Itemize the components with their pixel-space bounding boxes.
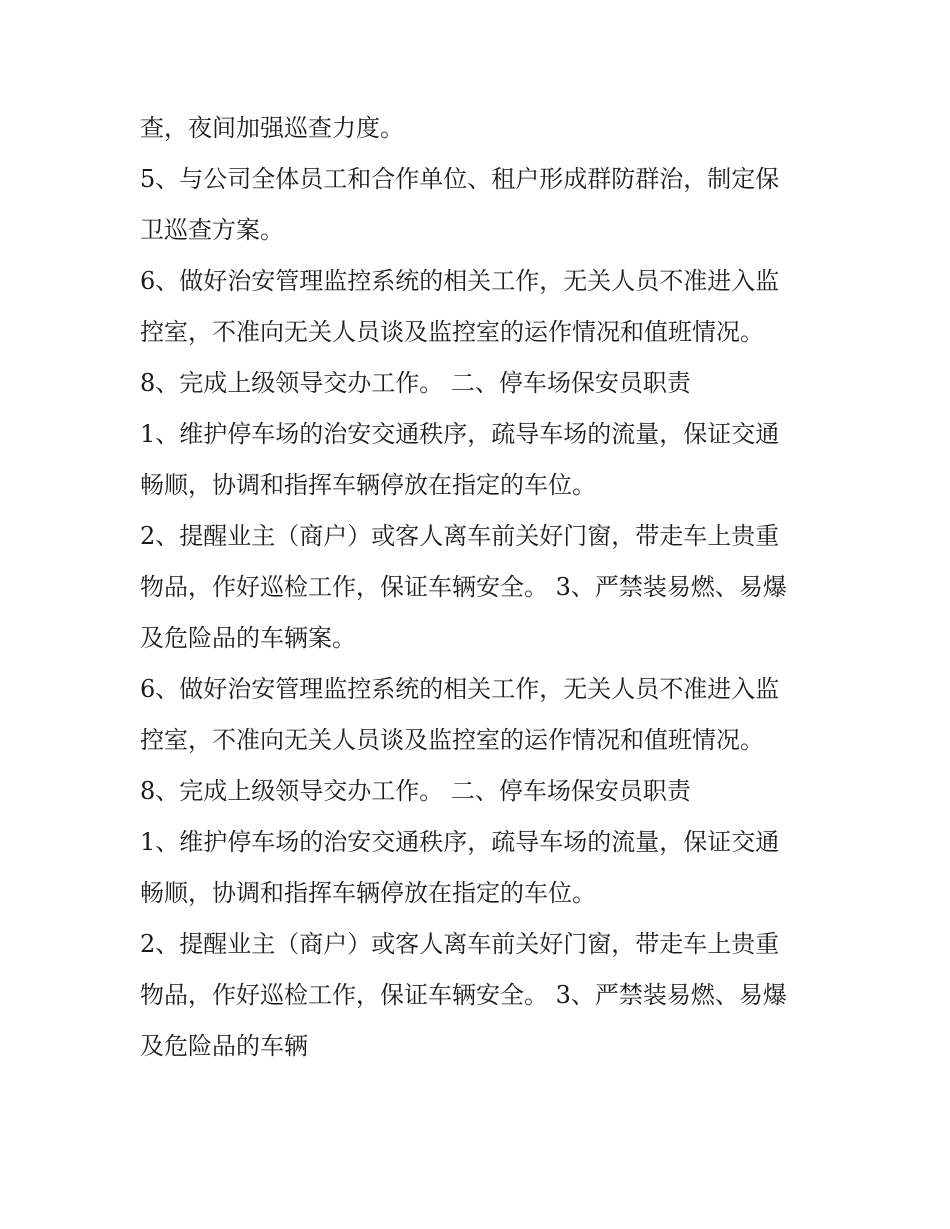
text-line: 及危险品的车辆案。 bbox=[140, 624, 356, 652]
text-line: 及危险品的车辆 bbox=[140, 1032, 308, 1060]
text-line: 控室，不准向无关人员谈及监控室的运作情况和值班情况。 bbox=[140, 726, 764, 754]
text-line: 控室，不准向无关人员谈及监控室的运作情况和值班情况。 bbox=[140, 318, 764, 346]
text-line: 1、维护停车场的治安交通秩序，疏导车场的流量，保证交通 bbox=[140, 828, 780, 856]
text-line: 卫巡查方案。 bbox=[140, 216, 284, 244]
text-line: 1、维护停车场的治安交通秩序，疏导车场的流量，保证交通 bbox=[140, 420, 780, 448]
text-line: 物品，作好巡检工作，保证车辆安全。 3、严禁装易燃、易爆 bbox=[140, 981, 787, 1009]
text-line: 6、做好治安管理监控系统的相关工作，无关人员不准进入监 bbox=[140, 267, 780, 295]
text-line: 畅顺，协调和指挥车辆停放在指定的车位。 bbox=[140, 879, 596, 907]
text-line: 2、提醒业主（商户）或客人离车前关好门窗，带走车上贵重 bbox=[140, 522, 780, 550]
text-line: 5、与公司全体员工和合作单位、租户形成群防群治，制定保 bbox=[140, 165, 780, 193]
text-line: 畅顺，协调和指挥车辆停放在指定的车位。 bbox=[140, 471, 596, 499]
document-body bbox=[140, 110, 820, 1079]
text-line: 8、完成上级领导交办工作。 二、停车场保安员职责 bbox=[140, 777, 691, 805]
text-line: 6、做好治安管理监控系统的相关工作，无关人员不准进入监 bbox=[140, 675, 780, 703]
text-line: 2、提醒业主（商户）或客人离车前关好门窗，带走车上贵重 bbox=[140, 930, 780, 958]
text-line: 查，夜间加强巡查力度。 bbox=[140, 114, 404, 142]
text-line: 8、完成上级领导交办工作。 二、停车场保安员职责 bbox=[140, 369, 691, 397]
text-line: 物品，作好巡检工作，保证车辆安全。 3、严禁装易燃、易爆 bbox=[140, 573, 787, 601]
